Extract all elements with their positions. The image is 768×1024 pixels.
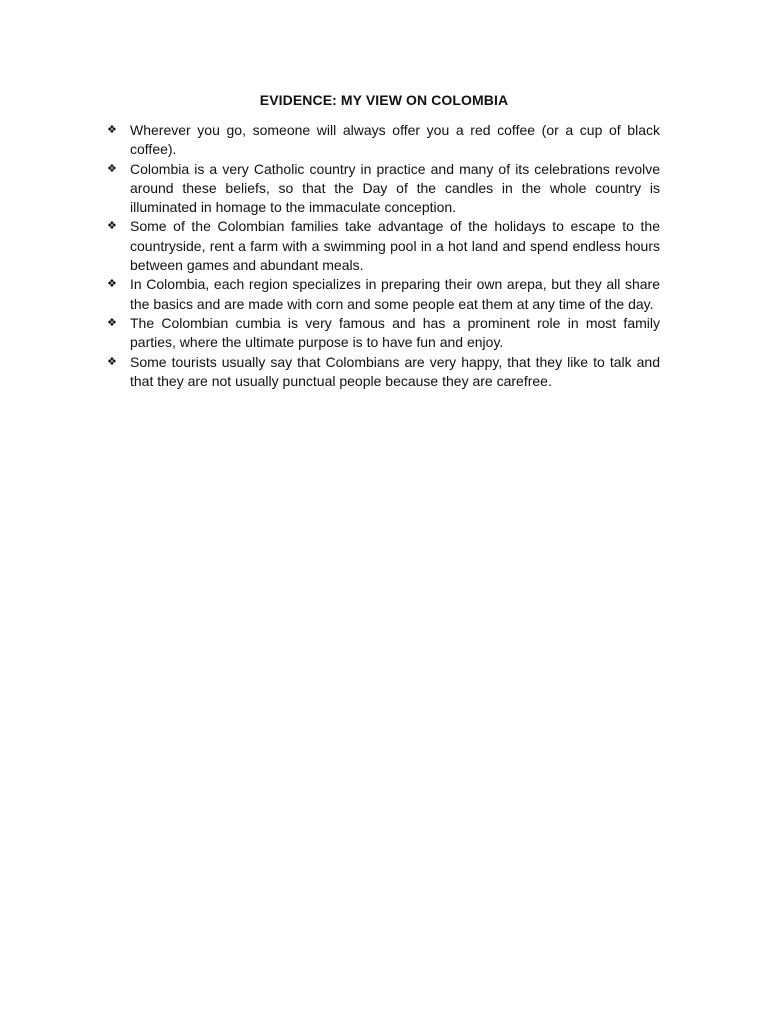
diamond-bullet-icon: ❖ xyxy=(107,162,117,175)
list-item-text: Colombia is a very Catholic country in practice and many of its celebrations revolve around these beliefs, so that the Day of the candles in the whole country is illuminated in homage to the immaculate conception. xyxy=(130,160,660,216)
list-item xyxy=(107,314,660,353)
list-item xyxy=(107,353,660,392)
bullet-list xyxy=(107,121,660,391)
document-title: EVIDENCE: MY VIEW ON COLOMBIA xyxy=(259,92,509,108)
list-item-text: Wherever you go, someone will always offer you a red coffee (or a cup of black coffee). xyxy=(130,122,660,158)
list-item-text: Some tourists usually say that Colombians are very happy, that they like to talk and that they are not usually punctual people because they are carefree. xyxy=(130,353,660,389)
diamond-bullet-icon: ❖ xyxy=(107,278,117,291)
list-item-text: Some of the Colombian families take advantage of the holidays to escape to the countryside, rent a farm with a swimming pool in a hot land and spend endless hours between games and abundant meals. xyxy=(130,218,660,274)
list-item xyxy=(107,275,660,314)
diamond-bullet-icon: ❖ xyxy=(107,316,117,329)
list-item-text: In Colombia, each region specializes in preparing their own arepa, but they all share the basics and are made with corn and some people eat them at any time of the day. xyxy=(130,276,660,312)
list-item xyxy=(107,217,660,275)
list-item-text: The Colombian cumbia is very famous and has a prominent role in most family parties, where the ultimate purpose is to have fun and enjoy. xyxy=(130,314,660,351)
diamond-bullet-icon: ❖ xyxy=(107,355,117,368)
list-item xyxy=(107,121,660,160)
list-item xyxy=(107,160,660,218)
diamond-bullet-icon: ❖ xyxy=(107,220,117,233)
diamond-bullet-icon: ❖ xyxy=(107,124,117,136)
